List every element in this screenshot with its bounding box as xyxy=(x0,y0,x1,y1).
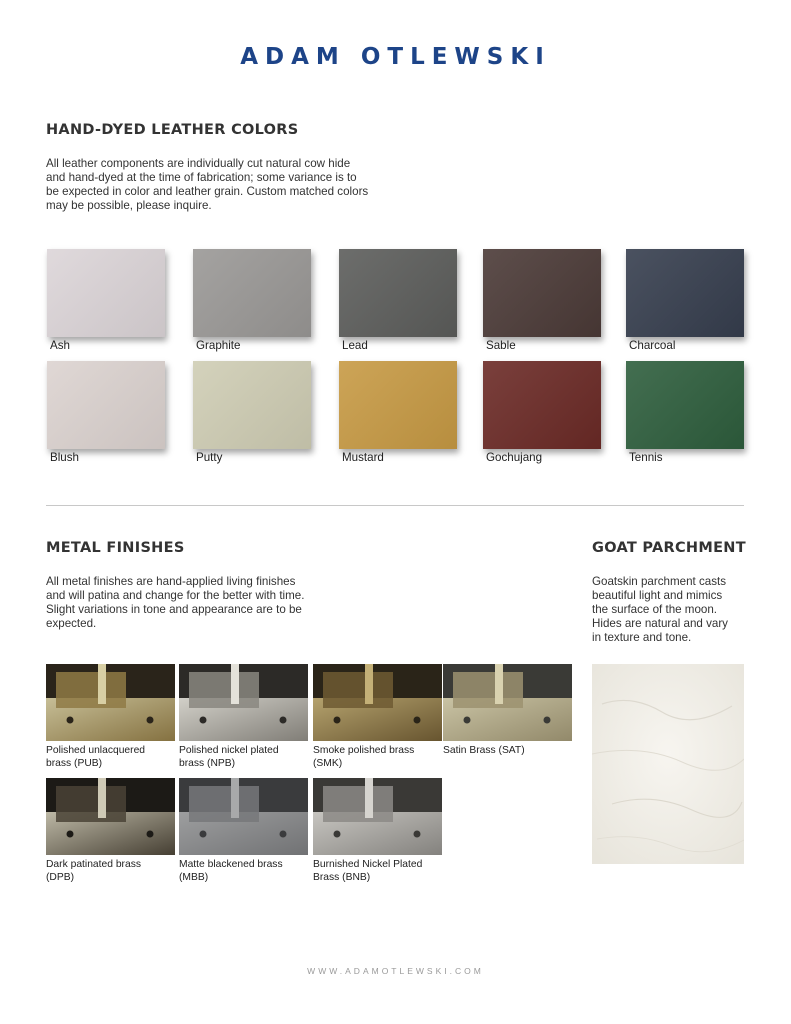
leather-swatch-blush xyxy=(47,361,165,449)
metal-finish-thumbnail xyxy=(443,664,572,741)
leather-swatch-graphite xyxy=(193,249,311,337)
metal-finish-label-line: Satin Brass (SAT) xyxy=(443,745,525,756)
metal-description-line: All metal finishes are hand-applied living finishes xyxy=(46,575,296,588)
metal-finish-label-line: Matte blackened brass xyxy=(179,859,283,870)
metal-finish-thumbnail xyxy=(313,664,442,741)
metal-description xyxy=(46,575,304,631)
dark-brass-fixture-photo xyxy=(46,778,175,855)
metal-finish-label-line: Brass (BNB) xyxy=(313,872,371,883)
metal-finish-label-line: (DPB) xyxy=(46,872,75,883)
leather-swatch-label: Charcoal xyxy=(629,339,676,352)
goat-description-line: the surface of the moon. xyxy=(592,603,718,616)
leather-description-line: and hand-dyed at the time of fabrication; some variance is to xyxy=(46,171,357,184)
goat-description-line: in texture and tone. xyxy=(592,631,692,644)
nickel-fixture-photo xyxy=(179,664,308,741)
leather-heading: HAND-DYED LEATHER COLORS xyxy=(46,122,299,138)
goat-description xyxy=(592,575,728,645)
leather-swatch-mustard xyxy=(339,361,457,449)
brass-fixture-photo xyxy=(46,664,175,741)
metal-finish-label xyxy=(313,858,447,884)
metal-finish-label xyxy=(443,744,577,757)
leather-description-line: All leather components are individually cut natural cow hide xyxy=(46,157,351,170)
leather-swatch-putty xyxy=(193,361,311,449)
metal-finish-label xyxy=(46,858,180,884)
goat-description-line: Hides are natural and vary xyxy=(592,617,728,630)
section-divider xyxy=(46,505,744,506)
metal-finish-label-line: Polished nickel plated xyxy=(179,745,279,756)
parchment-texture-icon xyxy=(592,664,744,864)
metal-finish-thumbnail xyxy=(313,778,442,855)
metal-finish-thumbnail xyxy=(179,664,308,741)
leather-swatch-tennis xyxy=(626,361,744,449)
leather-swatch-label: Blush xyxy=(50,451,80,464)
metal-finish-label-line: Polished unlacquered xyxy=(46,745,146,756)
leather-description xyxy=(46,157,368,213)
metal-finish-label-line: brass (NPB) xyxy=(179,758,236,769)
leather-swatch-lead xyxy=(339,249,457,337)
leather-swatch-label: Sable xyxy=(486,339,516,352)
metal-finish-label xyxy=(313,744,447,770)
leather-swatch-label: Graphite xyxy=(196,339,241,352)
metal-finish-label-line: Burnished Nickel Plated xyxy=(313,859,423,870)
leather-swatch-label: Tennis xyxy=(629,451,663,464)
blackened-brass-fixture-photo xyxy=(179,778,308,855)
leather-swatch-label: Lead xyxy=(342,339,368,352)
metal-finish-thumbnail xyxy=(46,778,175,855)
smoke-brass-fixture-photo xyxy=(313,664,442,741)
leather-swatch-gochujang xyxy=(483,361,601,449)
leather-swatch-ash xyxy=(47,249,165,337)
satin-brass-fixture-photo xyxy=(443,664,572,741)
metal-finish-thumbnail xyxy=(179,778,308,855)
goat-description-line: beautiful light and mimics xyxy=(592,589,723,602)
goat-parchment-swatch xyxy=(592,664,744,864)
metal-finish-label-line: brass (PUB) xyxy=(46,758,103,769)
metal-description-line: expected. xyxy=(46,617,97,630)
leather-description-line: may be possible, please inquire. xyxy=(46,199,212,212)
metal-finish-label-line: Dark patinated brass xyxy=(46,859,142,870)
leather-description-line: be expected in color and leather grain. Custom matched colors xyxy=(46,185,369,198)
goat-heading: GOAT PARCHMENT xyxy=(592,540,746,556)
leather-swatch-charcoal xyxy=(626,249,744,337)
footer-website: WWW.ADAMOTLEWSKI.COM xyxy=(307,966,484,976)
leather-swatch-label: Ash xyxy=(50,339,70,352)
brand-logo: ADAM OTLEWSKI xyxy=(240,44,551,70)
metal-finish-label xyxy=(179,858,313,884)
metal-finish-label xyxy=(179,744,313,770)
metal-finish-thumbnail xyxy=(46,664,175,741)
metal-finish-label-line: Smoke polished brass xyxy=(313,745,415,756)
metal-finish-label-line: (MBB) xyxy=(179,872,209,883)
leather-swatch-label: Gochujang xyxy=(486,451,543,464)
metal-description-line: Slight variations in tone and appearance are to be xyxy=(46,603,302,616)
metal-finish-label xyxy=(46,744,180,770)
leather-swatch-label: Mustard xyxy=(342,451,384,464)
leather-swatch-label: Putty xyxy=(196,451,223,464)
metal-heading: METAL FINISHES xyxy=(46,540,185,556)
leather-swatch-sable xyxy=(483,249,601,337)
metal-finish-label-line: (SMK) xyxy=(313,758,343,769)
burnished-nickel-fixture-photo xyxy=(313,778,442,855)
metal-description-line: and will patina and change for the better with time. xyxy=(46,589,305,602)
goat-description-line: Goatskin parchment casts xyxy=(592,575,727,588)
